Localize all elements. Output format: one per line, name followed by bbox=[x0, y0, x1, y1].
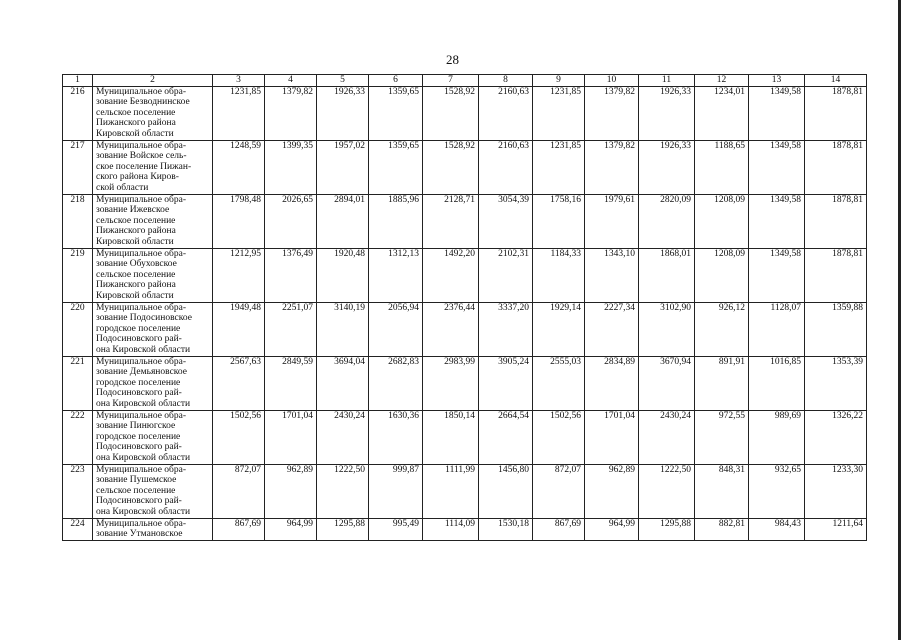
value-cell: 1379,82 bbox=[265, 86, 317, 140]
value-cell: 2834,89 bbox=[585, 356, 639, 410]
value-cell: 964,99 bbox=[265, 518, 317, 540]
municipality-name: Муниципальное обра- зование Обуховское сельское поселение Пижанского района Кировской области bbox=[93, 248, 213, 302]
value-cell: 2376,44 bbox=[423, 302, 479, 356]
table-row bbox=[63, 518, 867, 540]
value-cell: 2128,71 bbox=[423, 194, 479, 248]
value-cell: 1231,85 bbox=[533, 140, 585, 194]
value-cell: 1312,13 bbox=[369, 248, 423, 302]
value-cell: 1211,64 bbox=[805, 518, 867, 540]
value-cell: 1349,58 bbox=[749, 86, 805, 140]
municipality-name: Муниципальное обра- зование Подосиновское городское поселение Подосиновского рай- она Кировской области bbox=[93, 302, 213, 356]
value-cell: 2820,09 bbox=[639, 194, 695, 248]
page-number: 28 bbox=[446, 52, 459, 67]
value-cell: 962,89 bbox=[265, 464, 317, 518]
value-cell: 2102,31 bbox=[479, 248, 533, 302]
value-cell: 1353,39 bbox=[805, 356, 867, 410]
table-row bbox=[63, 86, 867, 140]
value-cell: 1222,50 bbox=[317, 464, 369, 518]
column-header: 8 bbox=[479, 75, 533, 87]
value-cell: 1234,01 bbox=[695, 86, 749, 140]
value-cell: 1502,56 bbox=[533, 410, 585, 464]
value-cell: 2664,54 bbox=[479, 410, 533, 464]
municipality-name: Муниципальное обра- зование Войское сель- ское поселение Пижан- ского района Киров- ской области bbox=[93, 140, 213, 194]
row-number: 216 bbox=[63, 86, 93, 140]
value-cell: 1456,80 bbox=[479, 464, 533, 518]
value-cell: 1233,30 bbox=[805, 464, 867, 518]
value-cell: 2430,24 bbox=[317, 410, 369, 464]
municipality-name: Муниципальное обра- зование Безводнинское сельское поселение Пижанского района Кировской области bbox=[93, 86, 213, 140]
value-cell: 1926,33 bbox=[317, 86, 369, 140]
value-cell: 2430,24 bbox=[639, 410, 695, 464]
value-cell: 926,12 bbox=[695, 302, 749, 356]
value-cell: 2849,59 bbox=[265, 356, 317, 410]
value-cell: 1957,02 bbox=[317, 140, 369, 194]
column-header: 1 bbox=[63, 75, 93, 87]
value-cell: 1878,81 bbox=[805, 194, 867, 248]
value-cell: 2555,03 bbox=[533, 356, 585, 410]
column-header: 14 bbox=[805, 75, 867, 87]
row-number: 217 bbox=[63, 140, 93, 194]
value-cell: 2894,01 bbox=[317, 194, 369, 248]
value-cell: 1222,50 bbox=[639, 464, 695, 518]
value-cell: 1399,35 bbox=[265, 140, 317, 194]
value-cell: 1492,20 bbox=[423, 248, 479, 302]
value-cell: 1979,61 bbox=[585, 194, 639, 248]
value-cell: 932,65 bbox=[749, 464, 805, 518]
value-cell: 1630,36 bbox=[369, 410, 423, 464]
value-cell: 1878,81 bbox=[805, 86, 867, 140]
value-cell: 1349,58 bbox=[749, 194, 805, 248]
column-header: 6 bbox=[369, 75, 423, 87]
column-header: 13 bbox=[749, 75, 805, 87]
column-header: 3 bbox=[213, 75, 265, 87]
value-cell: 1184,33 bbox=[533, 248, 585, 302]
value-cell: 891,91 bbox=[695, 356, 749, 410]
table-row bbox=[63, 464, 867, 518]
value-cell: 1929,14 bbox=[533, 302, 585, 356]
value-cell: 2682,83 bbox=[369, 356, 423, 410]
value-cell: 1850,14 bbox=[423, 410, 479, 464]
value-cell: 1295,88 bbox=[639, 518, 695, 540]
value-cell: 848,31 bbox=[695, 464, 749, 518]
value-cell: 3140,19 bbox=[317, 302, 369, 356]
column-header: 5 bbox=[317, 75, 369, 87]
value-cell: 872,07 bbox=[213, 464, 265, 518]
value-cell: 3905,24 bbox=[479, 356, 533, 410]
value-cell: 1188,65 bbox=[695, 140, 749, 194]
data-table bbox=[62, 74, 867, 541]
value-cell: 867,69 bbox=[213, 518, 265, 540]
value-cell: 1379,82 bbox=[585, 140, 639, 194]
column-header: 10 bbox=[585, 75, 639, 87]
column-header: 12 bbox=[695, 75, 749, 87]
column-header: 11 bbox=[639, 75, 695, 87]
value-cell: 1128,07 bbox=[749, 302, 805, 356]
value-cell: 964,99 bbox=[585, 518, 639, 540]
value-cell: 1758,16 bbox=[533, 194, 585, 248]
table-row bbox=[63, 356, 867, 410]
value-cell: 1111,99 bbox=[423, 464, 479, 518]
value-cell: 1379,82 bbox=[585, 86, 639, 140]
table-row bbox=[63, 302, 867, 356]
value-cell: 867,69 bbox=[533, 518, 585, 540]
column-header: 4 bbox=[265, 75, 317, 87]
value-cell: 1926,33 bbox=[639, 140, 695, 194]
value-cell: 2160,63 bbox=[479, 140, 533, 194]
value-cell: 1701,04 bbox=[265, 410, 317, 464]
municipality-name: Муниципальное обра- зование Пинюгское городское поселение Подосиновского рай- она Кировской области bbox=[93, 410, 213, 464]
value-cell: 1798,48 bbox=[213, 194, 265, 248]
value-cell: 3337,20 bbox=[479, 302, 533, 356]
value-cell: 984,43 bbox=[749, 518, 805, 540]
value-cell: 1502,56 bbox=[213, 410, 265, 464]
value-cell: 1326,22 bbox=[805, 410, 867, 464]
value-cell: 1926,33 bbox=[639, 86, 695, 140]
value-cell: 1231,85 bbox=[213, 86, 265, 140]
value-cell: 1208,09 bbox=[695, 194, 749, 248]
value-cell: 2160,63 bbox=[479, 86, 533, 140]
value-cell: 1868,01 bbox=[639, 248, 695, 302]
value-cell: 1349,58 bbox=[749, 248, 805, 302]
value-cell: 1885,96 bbox=[369, 194, 423, 248]
value-cell: 2567,63 bbox=[213, 356, 265, 410]
column-header: 9 bbox=[533, 75, 585, 87]
row-number: 221 bbox=[63, 356, 93, 410]
municipality-name: Муниципальное обра- зование Пушемское сельское поселение Подосиновского рай- она Кировской области bbox=[93, 464, 213, 518]
value-cell: 1701,04 bbox=[585, 410, 639, 464]
value-cell: 1530,18 bbox=[479, 518, 533, 540]
table-header-row bbox=[63, 75, 867, 87]
value-cell: 1248,59 bbox=[213, 140, 265, 194]
row-number: 220 bbox=[63, 302, 93, 356]
value-cell: 3102,90 bbox=[639, 302, 695, 356]
value-cell: 995,49 bbox=[369, 518, 423, 540]
value-cell: 1114,09 bbox=[423, 518, 479, 540]
value-cell: 1376,49 bbox=[265, 248, 317, 302]
value-cell: 3670,94 bbox=[639, 356, 695, 410]
value-cell: 1359,65 bbox=[369, 140, 423, 194]
value-cell: 972,55 bbox=[695, 410, 749, 464]
value-cell: 872,07 bbox=[533, 464, 585, 518]
value-cell: 989,69 bbox=[749, 410, 805, 464]
value-cell: 1208,09 bbox=[695, 248, 749, 302]
column-header: 2 bbox=[93, 75, 213, 87]
table-row bbox=[63, 410, 867, 464]
value-cell: 1949,48 bbox=[213, 302, 265, 356]
value-cell: 999,87 bbox=[369, 464, 423, 518]
value-cell: 1528,92 bbox=[423, 140, 479, 194]
value-cell: 1016,85 bbox=[749, 356, 805, 410]
value-cell: 1528,92 bbox=[423, 86, 479, 140]
municipality-name: Муниципальное обра- зование Демьяновское городское поселение Подосиновского рай- она Кировской области bbox=[93, 356, 213, 410]
row-number: 224 bbox=[63, 518, 93, 540]
value-cell: 1212,95 bbox=[213, 248, 265, 302]
value-cell: 1878,81 bbox=[805, 140, 867, 194]
value-cell: 1878,81 bbox=[805, 248, 867, 302]
value-cell: 1231,85 bbox=[533, 86, 585, 140]
municipality-name: Муниципальное обра- зование Утмановское bbox=[93, 518, 213, 540]
value-cell: 2251,07 bbox=[265, 302, 317, 356]
value-cell: 1359,88 bbox=[805, 302, 867, 356]
municipality-name: Муниципальное обра- зование Ижевское сельское поселение Пижанского района Кировской области bbox=[93, 194, 213, 248]
row-number: 218 bbox=[63, 194, 93, 248]
table-row bbox=[63, 194, 867, 248]
table-row bbox=[63, 140, 867, 194]
value-cell: 2056,94 bbox=[369, 302, 423, 356]
column-header: 7 bbox=[423, 75, 479, 87]
value-cell: 1343,10 bbox=[585, 248, 639, 302]
row-number: 219 bbox=[63, 248, 93, 302]
value-cell: 3694,04 bbox=[317, 356, 369, 410]
page-edge-border bbox=[898, 0, 901, 640]
row-number: 223 bbox=[63, 464, 93, 518]
table-row bbox=[63, 248, 867, 302]
value-cell: 962,89 bbox=[585, 464, 639, 518]
value-cell: 1349,58 bbox=[749, 140, 805, 194]
value-cell: 2026,65 bbox=[265, 194, 317, 248]
value-cell: 882,81 bbox=[695, 518, 749, 540]
value-cell: 1295,88 bbox=[317, 518, 369, 540]
value-cell: 3054,39 bbox=[479, 194, 533, 248]
row-number: 222 bbox=[63, 410, 93, 464]
value-cell: 1920,48 bbox=[317, 248, 369, 302]
value-cell: 2983,99 bbox=[423, 356, 479, 410]
value-cell: 2227,34 bbox=[585, 302, 639, 356]
value-cell: 1359,65 bbox=[369, 86, 423, 140]
